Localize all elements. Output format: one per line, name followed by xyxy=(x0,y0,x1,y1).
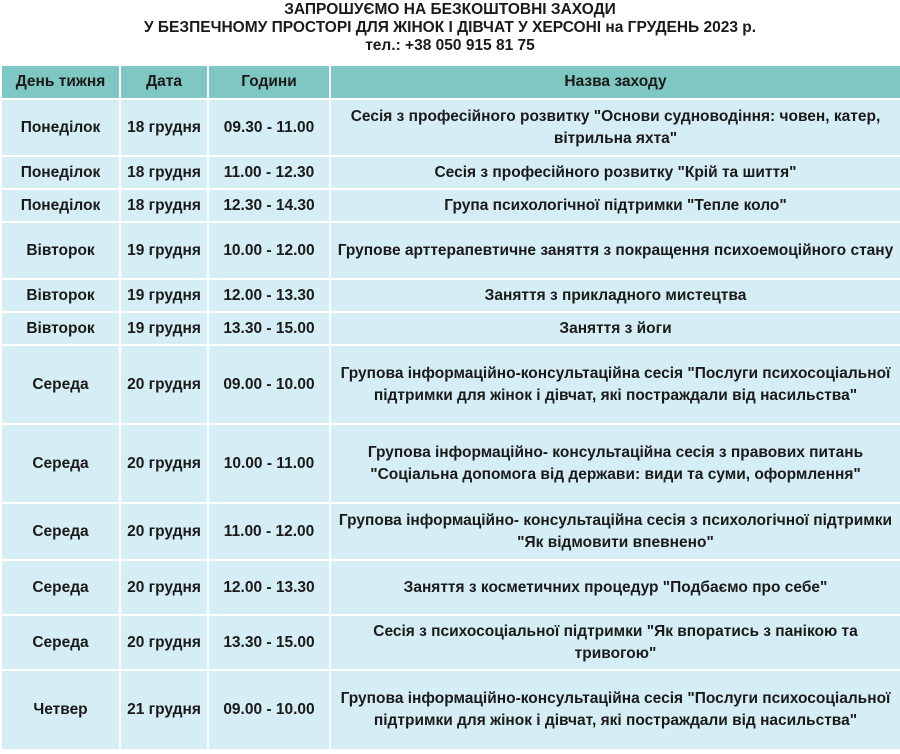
column-header-time: Години xyxy=(208,65,330,99)
date-cell: 19 грудня xyxy=(120,279,208,312)
table-row xyxy=(1,279,900,312)
event-cell: Групова інформаційно-консультаційна сесія "Послуги психосоціальної підтримки для жінок і дівчат, які постраждали від насильства" xyxy=(330,670,900,750)
day-cell: Середа xyxy=(1,424,120,503)
date-cell: 20 грудня xyxy=(120,424,208,503)
day-cell: Середа xyxy=(1,560,120,615)
table-row xyxy=(1,424,900,503)
date-cell: 20 грудня xyxy=(120,560,208,615)
table-row xyxy=(1,99,900,156)
time-cell: 09.00 - 10.00 xyxy=(208,345,330,424)
table-row xyxy=(1,189,900,222)
time-cell: 13.30 - 15.00 xyxy=(208,615,330,670)
event-cell: Заняття з косметичних процедур "Подбаємо про себе" xyxy=(330,560,900,615)
event-cell: Групова інформаційно-консультаційна сесія "Послуги психосоціальної підтримки для жінок і дівчат, які постраждали від насильства" xyxy=(330,345,900,424)
table-row xyxy=(1,560,900,615)
day-cell: Середа xyxy=(1,615,120,670)
date-cell: 18 грудня xyxy=(120,99,208,156)
event-cell: Групове арттерапевтичне заняття з покращення психоемоційного стану xyxy=(330,222,900,279)
table-header-row xyxy=(1,65,900,99)
event-cell: Група психологічної підтримки "Тепле коло" xyxy=(330,189,900,222)
table-row xyxy=(1,615,900,670)
time-cell: 12.00 - 13.30 xyxy=(208,279,330,312)
day-cell: Понеділок xyxy=(1,156,120,189)
day-cell: Середа xyxy=(1,503,120,560)
column-header-event: Назва заходу xyxy=(330,65,900,99)
table-row xyxy=(1,222,900,279)
event-cell: Заняття з йоги xyxy=(330,312,900,345)
date-cell: 18 грудня xyxy=(120,189,208,222)
table-row xyxy=(1,345,900,424)
event-cell: Сесія з професійного розвитку "Крій та шиття" xyxy=(330,156,900,189)
date-cell: 20 грудня xyxy=(120,503,208,560)
column-header-day: День тижня xyxy=(1,65,120,99)
time-cell: 12.00 - 13.30 xyxy=(208,560,330,615)
date-cell: 20 грудня xyxy=(120,615,208,670)
day-cell: Вівторок xyxy=(1,279,120,312)
time-cell: 10.00 - 12.00 xyxy=(208,222,330,279)
table-row xyxy=(1,670,900,750)
time-cell: 12.30 - 14.30 xyxy=(208,189,330,222)
time-cell: 10.00 - 11.00 xyxy=(208,424,330,503)
date-cell: 18 грудня xyxy=(120,156,208,189)
table-row xyxy=(1,503,900,560)
event-cell: Групова інформаційно- консультаційна сесія з правових питань "Соціальна допомога від держави: види та суми, оформлення" xyxy=(330,424,900,503)
schedule-table xyxy=(0,64,900,751)
date-cell: 19 грудня xyxy=(120,312,208,345)
time-cell: 11.00 - 12.30 xyxy=(208,156,330,189)
event-cell: Заняття з прикладного мистецтва xyxy=(330,279,900,312)
page-header xyxy=(0,0,900,64)
day-cell: Четвер xyxy=(1,670,120,750)
date-cell: 19 грудня xyxy=(120,222,208,279)
day-cell: Вівторок xyxy=(1,222,120,279)
day-cell: Понеділок xyxy=(1,189,120,222)
day-cell: Середа xyxy=(1,345,120,424)
table-row xyxy=(1,312,900,345)
time-cell: 13.30 - 15.00 xyxy=(208,312,330,345)
date-cell: 21 грудня xyxy=(120,670,208,750)
date-cell: 20 грудня xyxy=(120,345,208,424)
table-row xyxy=(1,156,900,189)
day-cell: Вівторок xyxy=(1,312,120,345)
event-cell: Сесія з професійного розвитку "Основи судноводіння: човен, катер, вітрильна яхта" xyxy=(330,99,900,156)
event-cell: Групова інформаційно- консультаційна сесія з психологічної підтримки "Як відмовити впевнено" xyxy=(330,503,900,560)
day-cell: Понеділок xyxy=(1,99,120,156)
header-subtitle: У БЕЗПЕЧНОМУ ПРОСТОРІ ДЛЯ ЖІНОК І ДІВЧАТ У ХЕРСОНІ на ГРУДЕНЬ 2023 р. xyxy=(143,19,757,36)
header-title: ЗАПРОШУЄМО НА БЕЗКОШТОВНІ ЗАХОДИ xyxy=(284,1,616,18)
event-cell: Сесія з психосоціальної підтримки "Як впоратись з панікою та тривогою" xyxy=(330,615,900,670)
header-phone: тел.: +38 050 915 81 75 xyxy=(365,37,535,54)
time-cell: 09.30 - 11.00 xyxy=(208,99,330,156)
column-header-date: Дата xyxy=(120,65,208,99)
time-cell: 09.00 - 10.00 xyxy=(208,670,330,750)
time-cell: 11.00 - 12.00 xyxy=(208,503,330,560)
